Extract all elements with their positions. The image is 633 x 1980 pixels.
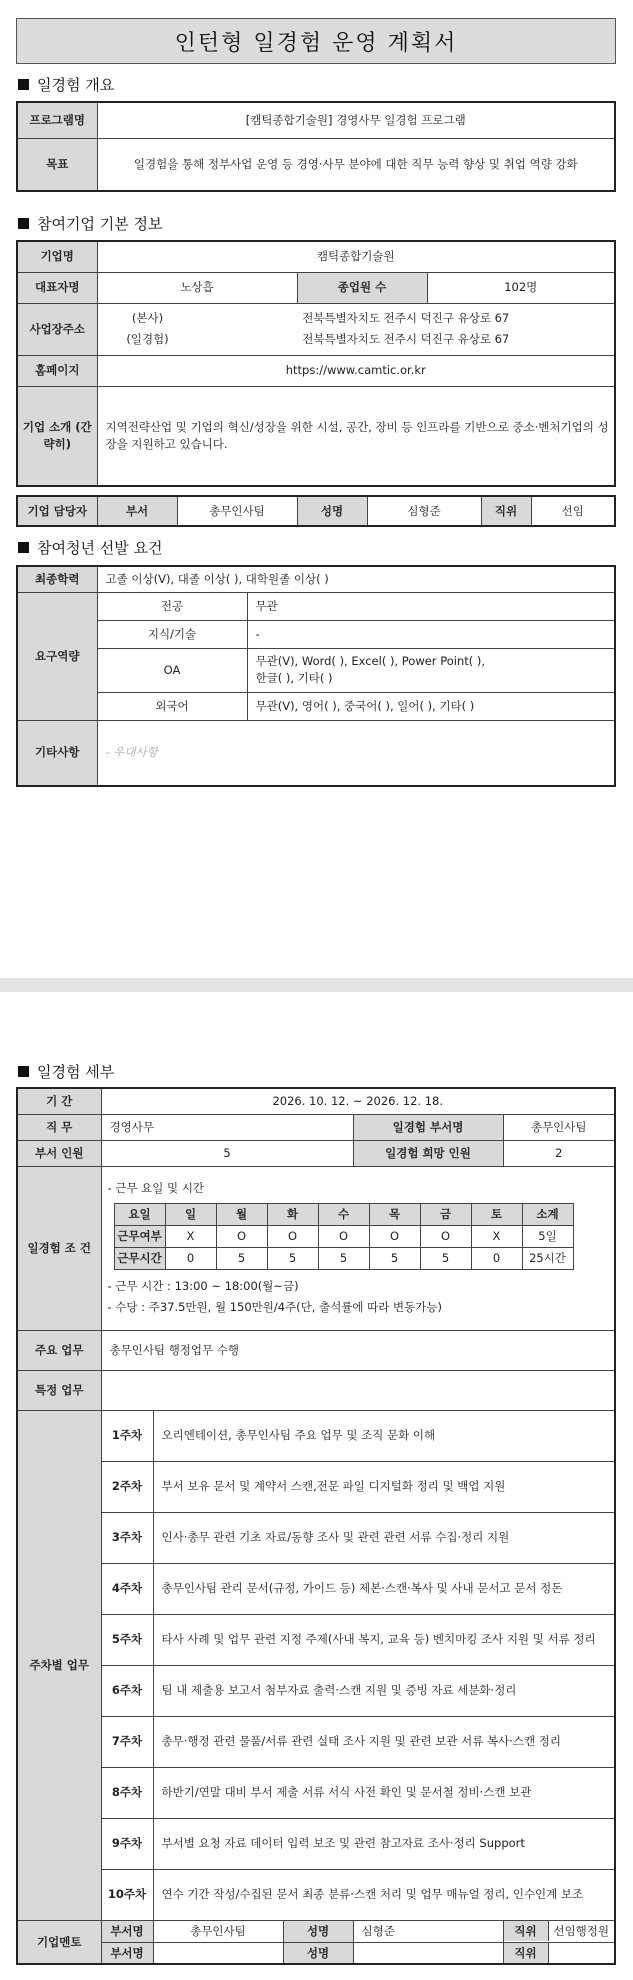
oa-line-1: 무관(V), Word( ), Excel( ), Power Point( ), [255, 654, 486, 669]
address-work-value: 전북특별자치도 전주시 덕진구 유상로 67 [302, 332, 510, 346]
week-task: 연수 기간 작성/수집된 문서 최종 분류·스캔 처리 및 업무 매뉴얼 정리, 인수인계 보조 [153, 1869, 615, 1920]
dept-staff-label: 부서 인원 [17, 1140, 101, 1166]
week-number: 10주차 [101, 1869, 153, 1920]
week-number: 7주차 [101, 1716, 153, 1767]
week-task: 타사 사례 및 업무 관련 지정 주제(사내 복지, 교육 등) 벤치마킹 조사 지원 및 서류 정리 [153, 1614, 615, 1665]
address-hq-value: 전북특별자치도 전주시 덕진구 유상로 67 [302, 311, 510, 326]
section-title: 일경험 개요 [37, 76, 115, 94]
skill-value: - [247, 620, 615, 648]
company-name-value: 캠틱종합기술원 [97, 241, 615, 272]
condition-time: - 근무 시간 : 13:00 ~ 18:00(월~금) [107, 1279, 299, 1294]
week-number: 9주차 [101, 1818, 153, 1869]
week-number: 5주차 [101, 1614, 153, 1665]
work-day-cell: O [216, 1226, 267, 1248]
week-task: 오리엔테이션, 총무인사팀 주요 업무 및 조직 문화 이해 [153, 1410, 615, 1461]
work-day-cell: O [369, 1226, 420, 1248]
section-heading-overview [18, 74, 114, 95]
week-header-cell: 수 [318, 1204, 369, 1226]
special-duty-label: 특정 업무 [17, 1370, 101, 1410]
week-number: 6주차 [101, 1665, 153, 1716]
company-name-label: 기업명 [17, 241, 97, 272]
week-header-cell: 일 [165, 1204, 216, 1226]
competency-label: 요구역량 [17, 592, 97, 720]
mentor2-dept-label: 부서명 [101, 1942, 153, 1964]
week-number: 2주차 [101, 1461, 153, 1512]
contact-label: 기업 담당자 [17, 496, 97, 526]
address-label: 사업장주소 [17, 303, 97, 355]
contact-pos-label: 직위 [481, 496, 531, 526]
work-day-cell: O [318, 1226, 369, 1248]
work-hours-cell: 25시간 [522, 1248, 573, 1270]
lang-label: 외국어 [97, 692, 247, 720]
mentor2-dept-value [153, 1942, 283, 1964]
homepage-link[interactable]: https://www.camtic.or.kr [97, 355, 615, 386]
week-task: 총무인사팀 관리 문서(규정, 가이드 등) 제본·스캔·복사 및 사내 문서고 문서 정돈 [153, 1563, 615, 1614]
square-bullet-icon [18, 542, 29, 553]
week-header-cell: 목 [369, 1204, 420, 1226]
major-label: 전공 [97, 592, 247, 620]
work-day-label: 근무여부 [114, 1226, 165, 1248]
hope-count-label: 일경험 희망 인원 [353, 1140, 503, 1166]
work-day-cell: X [165, 1226, 216, 1248]
work-day-cell: X [471, 1226, 522, 1248]
dept-staff-value: 5 [101, 1140, 353, 1166]
intro-value: 지역전략산업 및 기업의 혁신/성장을 위한 시설, 공간, 장비 등 인프라를 기반으로 중소·벤처기업의 성장을 지원하고 있습니다. [97, 386, 615, 486]
edu-label: 최종학력 [17, 566, 97, 592]
hope-count-value: 2 [503, 1140, 615, 1166]
page-2 [0, 992, 633, 1980]
mentor-label: 기업멘토 [17, 1920, 101, 1964]
contact-table [16, 495, 616, 527]
oa-label: OA [97, 648, 247, 692]
staff-value: 102명 [427, 272, 615, 303]
work-hours-cell: 0 [165, 1248, 216, 1270]
work-day-cell: O [267, 1226, 318, 1248]
work-dept-value: 총무인사팀 [503, 1114, 615, 1140]
program-value: [캠틱종합기술원] 경영사무 일경험 프로그램 [97, 102, 615, 138]
section-heading-company [18, 213, 162, 234]
mentor-pos-value: 선임행정원 [553, 1923, 610, 1938]
work-hours-cell: 5 [216, 1248, 267, 1270]
lang-value: 무관(V), 영어( ), 중국어( ), 일어( ), 기타( ) [247, 692, 615, 720]
week-header-cell: 월 [216, 1204, 267, 1226]
week-number: 8주차 [101, 1767, 153, 1818]
week-number: 4주차 [101, 1563, 153, 1614]
staff-label: 종업원 수 [297, 272, 427, 303]
goal-value: 일경험을 통해 정부사업 운영 등 경영·사무 분야에 대한 직무 능력 향상 및 취업 역량 강화 [97, 138, 615, 191]
week-task: 하반기/연말 대비 부서 제출 서류 서식 사전 확인 및 문서철 정비·스캔 보관 [153, 1767, 615, 1818]
program-label: 프로그램명 [17, 102, 97, 138]
section-title: 참여청년 선발 요건 [37, 539, 163, 557]
work-day-cell: 5일 [522, 1226, 573, 1248]
major-value: 무관 [247, 592, 615, 620]
condition-heading: - 근무 요일 및 시간 [107, 1181, 205, 1196]
mentor-name-label: 성명 [283, 1920, 353, 1942]
overview-table [16, 101, 616, 192]
mentor-pos-cell [503, 1920, 615, 1942]
week-task: 부서 보유 문서 및 계약서 스캔,전문 파일 디지털화 정리 및 백업 지원 [153, 1461, 615, 1512]
week-header-cell: 금 [420, 1204, 471, 1226]
mentor2-pos-label: 직위 [504, 1943, 549, 1964]
address-work-tag: (일경험) [126, 332, 169, 346]
detail-table [16, 1087, 616, 1965]
work-day-cell: O [420, 1226, 471, 1248]
week-schedule-table [114, 1203, 574, 1270]
weekly-duty-label: 주차별 업무 [17, 1410, 101, 1920]
section-heading-youth [18, 537, 162, 558]
week-task: 팀 내 제출용 보고서 첨부자료 출력·스캔 지원 및 증빙 자료 세분화·정리 [153, 1665, 615, 1716]
week-task: 인사·총무 관련 기초 자료/동향 조사 및 관련 관련 서류 수집·정리 지원 [153, 1512, 615, 1563]
work-dept-label: 일경험 부서명 [353, 1114, 503, 1140]
goal-label: 목표 [17, 138, 97, 191]
contact-name-label: 성명 [297, 496, 367, 526]
document-title: 인턴형 일경험 운영 계획서 [16, 18, 616, 64]
week-task: 부서별 요청 자료 데이터 입력 보조 및 관련 참고자료 조사·정리 Support [153, 1818, 615, 1869]
week-task: 총무·행정 관련 물품/서류 관련 실태 조사 지원 및 관련 보관 서류 복사·스캔 정리 [153, 1716, 615, 1767]
work-hours-cell: 5 [267, 1248, 318, 1270]
page-1 [0, 0, 633, 978]
section-title: 참여기업 기본 정보 [37, 215, 163, 233]
mentor-pos-label: 직위 [504, 1921, 549, 1942]
condition-cell [101, 1166, 615, 1330]
ceo-label: 대표자명 [17, 272, 97, 303]
oa-cell [247, 648, 615, 692]
edu-value: 고졸 이상(V), 대졸 이상( ), 대학원졸 이상( ) [97, 566, 615, 592]
main-duty-value: 총무인사팀 행정업무 수행 [101, 1330, 615, 1370]
square-bullet-icon [18, 79, 29, 90]
week-header-cell: 화 [267, 1204, 318, 1226]
skill-label: 지식/기술 [97, 620, 247, 648]
company-table [16, 240, 616, 487]
mentor2-name-label: 성명 [283, 1942, 353, 1964]
period-value: 2026. 10. 12. ~ 2026. 12. 18. [101, 1088, 615, 1114]
mentor-name-value: 심형준 [353, 1920, 503, 1942]
intro-label: 기업 소개 (간략히) [17, 386, 97, 486]
section-heading-detail [18, 1061, 114, 1082]
condition-pay: - 수당 : 주37.5만원, 월 150만원/4주(단, 출석률에 따라 변동가능) [107, 1299, 442, 1314]
week-number: 3주차 [101, 1512, 153, 1563]
oa-line-2: 한글( ), 기타( ) [255, 671, 333, 685]
main-duty-label: 주요 업무 [17, 1330, 101, 1370]
contact-pos-value: 선임 [531, 496, 615, 526]
page-break [0, 978, 633, 992]
special-duty-value [101, 1370, 615, 1410]
work-hours-cell: 5 [369, 1248, 420, 1270]
square-bullet-icon [18, 1066, 29, 1077]
contact-name-value: 심형준 [367, 496, 481, 526]
work-hours-cell: 5 [420, 1248, 471, 1270]
contact-dept-value: 총무인사팀 [177, 496, 297, 526]
ceo-value: 노상흡 [97, 272, 297, 303]
period-label: 기 간 [17, 1088, 101, 1114]
duty-label: 직 무 [17, 1114, 101, 1140]
youth-table [16, 565, 616, 787]
work-hours-label: 근무시간 [114, 1248, 165, 1270]
etc-label: 기타사항 [17, 720, 97, 786]
mentor2-pos-cell [503, 1942, 615, 1964]
homepage-label: 홈페이지 [17, 355, 97, 386]
week-header-cell: 소계 [522, 1204, 573, 1226]
work-hours-cell: 5 [318, 1248, 369, 1270]
mentor-dept-value: 총무인사팀 [153, 1920, 283, 1942]
week-number: 1주차 [101, 1410, 153, 1461]
week-header-cell: 요일 [114, 1204, 165, 1226]
contact-dept-label: 부서 [97, 496, 177, 526]
etc-value: - 우대사항 [97, 720, 615, 786]
week-header-cell: 토 [471, 1204, 522, 1226]
address-hq-tag: (본사) [131, 311, 164, 326]
condition-label: 일경험 조 건 [17, 1166, 101, 1330]
square-bullet-icon [18, 218, 29, 229]
mentor2-name-value [353, 1942, 503, 1964]
address-cell [97, 303, 615, 355]
mentor-dept-label: 부서명 [101, 1920, 153, 1942]
mentor2-pos-value [549, 1943, 615, 1964]
work-hours-cell: 0 [471, 1248, 522, 1270]
section-title: 일경험 세부 [37, 1063, 115, 1081]
duty-value: 경영사무 [101, 1114, 353, 1140]
